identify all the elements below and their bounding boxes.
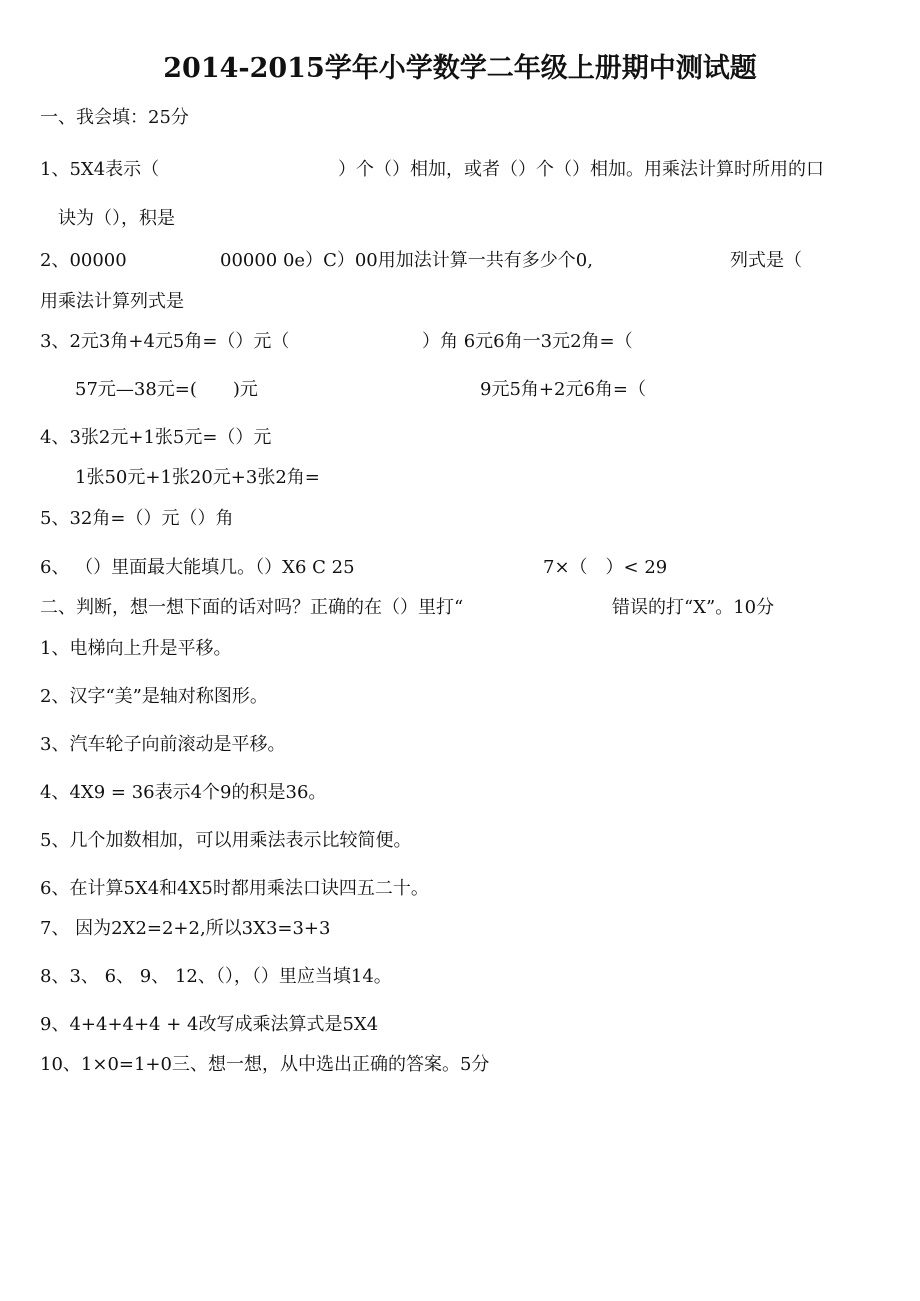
judge-item-10: 10、1×0=1+0三、想一想，从中选出正确的答案。5分 bbox=[40, 1054, 490, 1075]
section-2-heading-a: 二、判断，想一想下面的话对吗？正确的在（）里打“ bbox=[40, 597, 464, 618]
question-1-part-a: 1、5X4表示（ bbox=[40, 159, 160, 180]
question-2-part-d: 用乘法计算列式是 bbox=[40, 291, 184, 312]
question-1-part-b: ）个（）相加，或者（）个（）相加。用乘法计算时所用的口 bbox=[338, 159, 824, 180]
judge-item-7: 7、 因为2X2=2+2,所以3X3=3+3 bbox=[40, 918, 331, 939]
question-5: 5、32角=（）元（）角 bbox=[40, 508, 234, 529]
judge-item-3: 3、汽车轮子向前滚动是平移。 bbox=[40, 734, 286, 755]
question-3-part-d: 9元5角+2元6角=（ bbox=[480, 379, 646, 400]
question-2-part-b: 00000 0e）C）00用加法计算一共有多少个0, bbox=[220, 250, 593, 271]
section-2-heading-b: 错误的打“X”。10分 bbox=[612, 597, 775, 618]
question-6-part-a: 6、 （）里面最大能填几。（）X6 C 25 bbox=[40, 557, 355, 578]
question-3-part-c: 57元—38元=( )元 bbox=[75, 379, 258, 400]
question-4-part-a: 4、3张2元+1张5元=（）元 bbox=[40, 427, 272, 448]
judge-item-1: 1、电梯向上升是平移。 bbox=[40, 638, 232, 659]
question-2-part-a: 2、00000 bbox=[40, 250, 127, 271]
question-2-part-c: 列式是（ bbox=[730, 250, 802, 271]
section-1-heading: 一、我会填：25分 bbox=[40, 107, 189, 128]
judge-item-4: 4、4X9 = 36表示4个9的积是36。 bbox=[40, 782, 327, 803]
question-6-part-b: 7×（ ）< 29 bbox=[543, 557, 668, 578]
page-title: 2014-2015学年小学数学二年级上册期中测试题 bbox=[163, 53, 757, 84]
question-1-part-c: 诀为（），积是 bbox=[58, 208, 175, 229]
judge-item-6: 6、在计算5X4和4X5时都用乘法口诀四五二十。 bbox=[40, 878, 429, 899]
judge-item-9: 9、4+4+4+4 + 4改写成乘法算式是5X4 bbox=[40, 1014, 379, 1035]
question-4-part-b: 1张50元+1张20元+3张2角= bbox=[75, 467, 320, 488]
judge-item-8: 8、3、 6、 9、 12、（），（）里应当填14。 bbox=[40, 966, 392, 987]
question-3-part-a: 3、2元3角+4元5角=（）元（ bbox=[40, 331, 290, 352]
question-3-part-b: ）角 6元6角一3元2角=（ bbox=[422, 331, 633, 352]
judge-item-2: 2、汉字“美”是轴对称图形。 bbox=[40, 686, 268, 707]
judge-item-5: 5、几个加数相加，可以用乘法表示比较简便。 bbox=[40, 830, 412, 851]
